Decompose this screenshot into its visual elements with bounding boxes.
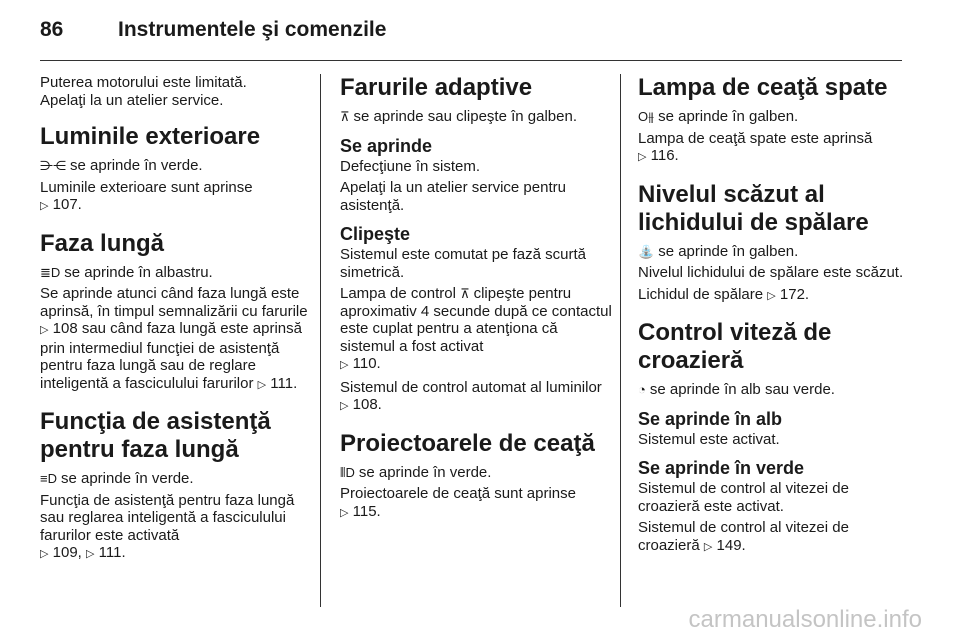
section-title: Nivelul scăzut al lichidului de spălare	[638, 180, 869, 236]
header-rule	[40, 60, 902, 61]
reference-arrow-icon: ▷	[703, 540, 713, 553]
indicator-line: ◔ se aprinde în alb sau verde.	[638, 381, 835, 398]
page-reference[interactable]: 172.	[779, 285, 810, 303]
reference-arrow-icon: ▷	[767, 289, 776, 302]
indicator-line: ≡D se aprinde în verde.	[40, 470, 194, 487]
front-fog-icon: ⫴D	[340, 464, 355, 480]
section-title: Proiectoarele de ceaţă	[340, 429, 595, 457]
page-reference[interactable]: 108.	[352, 396, 382, 413]
paragraph: Sistemul este comutat pe fază scurtă simetrică.	[340, 246, 586, 281]
reference-arrow-icon: ▷	[257, 378, 267, 391]
paragraph: Sistemul de control al vitezei de croazieră ▷ 149.	[638, 519, 908, 556]
indicator-line: ⛲ se aprinde în galben.	[638, 242, 799, 260]
paragraph: Apelaţi la un atelier service pentru asistenţă.	[340, 179, 566, 214]
section-title: Farurile adaptive	[340, 74, 533, 101]
indicator-line: ⊼ se aprinde sau clipeşte în galben.	[340, 108, 577, 125]
paragraph: Lichidul de spălare ▷ 172.	[638, 286, 908, 306]
reference-arrow-icon: ▷	[340, 359, 349, 371]
reference-arrow-icon: ▷	[40, 548, 49, 560]
paragraph: Lampa de control ⊼ clipeşte pentru aproximativ 4 secunde după ce contactul este cuplat pentru a atenţiona că sistemul a fost activat ▷ 110.	[340, 285, 612, 375]
exterior-lights-icon: ⋺⋲	[40, 158, 66, 173]
reference-arrow-icon: ▷	[340, 400, 349, 412]
subsection-title: Se aprinde	[340, 135, 433, 156]
indicator-line: O⫵ se aprinde în galben.	[638, 108, 799, 125]
column-divider	[320, 74, 321, 607]
indicator-line: ≣D se aprinde în albastru.	[40, 263, 213, 281]
cruise-control-icon: ◔	[638, 382, 646, 397]
watermark: carmanualsonline.info	[688, 606, 922, 633]
high-beam-assist-icon: ≡D	[40, 471, 57, 486]
paragraph: Sistemul de control al vitezei de croazieră este activat.	[638, 480, 849, 515]
subsection-title: Clipeşte	[340, 224, 411, 244]
rear-fog-icon: O⫵	[638, 109, 655, 124]
page-reference[interactable]: 149.	[716, 536, 746, 554]
page-reference[interactable]: 115.	[352, 502, 381, 520]
paragraph: Proiectoarele de ceaţă sunt aprinse ▷ 115.	[340, 485, 612, 522]
paragraph: Sistemul de control automat al luminilor ▷ 108.	[340, 379, 612, 416]
section-title: Luminile exterioare	[40, 123, 261, 150]
paragraph: Luminile exterioare sunt aprinse ▷ 107.	[40, 179, 308, 216]
reference-arrow-icon: ▷	[340, 506, 349, 519]
page-reference[interactable]: 109,	[52, 544, 82, 561]
reference-arrow-icon: ▷	[638, 151, 647, 163]
paragraph: Defecţiune în sistem.	[340, 157, 481, 175]
page-reference[interactable]: 116.	[650, 147, 679, 164]
adaptive-lights-icon: ⊼	[340, 109, 350, 124]
washer-fluid-icon: ⛲	[638, 243, 655, 259]
column-divider	[620, 74, 621, 607]
paragraph: Lampa de ceaţă spate este aprinsă ▷ 116.	[638, 130, 908, 167]
paragraph: Se aprinde atunci când faza lungă este aprinsă, în timpul semnalizării cu farurile ▷ 108 sau când faza lungă este aprinsă prin intermediul funcţiei de asistenţă pentru faza lungă sau de reglare inteligentă a fasciculului farurilor ▷ 111.	[40, 285, 308, 394]
reference-arrow-icon: ▷	[40, 200, 49, 212]
subsection-title: Se aprinde în verde	[638, 458, 805, 478]
page-header	[40, 18, 920, 48]
page-title: Instrumentele şi comenzile	[118, 18, 387, 41]
page-reference[interactable]: 110.	[352, 355, 381, 372]
section-title: Faza lungă	[40, 229, 165, 257]
reference-arrow-icon: ▷	[40, 324, 49, 336]
column-middle	[340, 74, 612, 526]
section-title: Control viteză de croazieră	[638, 319, 832, 374]
reference-arrow-icon: ▷	[86, 548, 95, 560]
intro-text: Puterea motorului este limitată. Apelaţi la un atelier service.	[40, 74, 247, 109]
subsection-title: Se aprinde în alb	[638, 408, 783, 429]
page-reference[interactable]: 111.	[270, 374, 298, 392]
adaptive-lights-icon: ⊼	[460, 286, 470, 301]
section-title: Lampa de ceaţă spate	[638, 74, 888, 101]
page-number: 86	[40, 18, 64, 41]
page-reference[interactable]: 107.	[52, 196, 82, 213]
section-title: Funcţia de asistenţă pentru faza lungă	[40, 408, 271, 463]
paragraph: Nivelul lichidului de spălare este scăzut.	[638, 264, 904, 281]
indicator-line: ⫴D se aprinde în verde.	[340, 463, 492, 481]
paragraph: Funcţia de asistenţă pentru faza lungă sau reglarea inteligentă a fasciculului farurilor este activată ▷ 109, ▷ 111.	[40, 492, 308, 564]
indicator-line: ⋺⋲ se aprinde în verde.	[40, 157, 203, 174]
column-left	[40, 74, 308, 568]
high-beam-icon: ≣D	[40, 264, 61, 280]
paragraph: Sistemul este activat.	[638, 430, 780, 448]
page-reference[interactable]: 111.	[98, 544, 126, 561]
column-right	[638, 74, 908, 560]
